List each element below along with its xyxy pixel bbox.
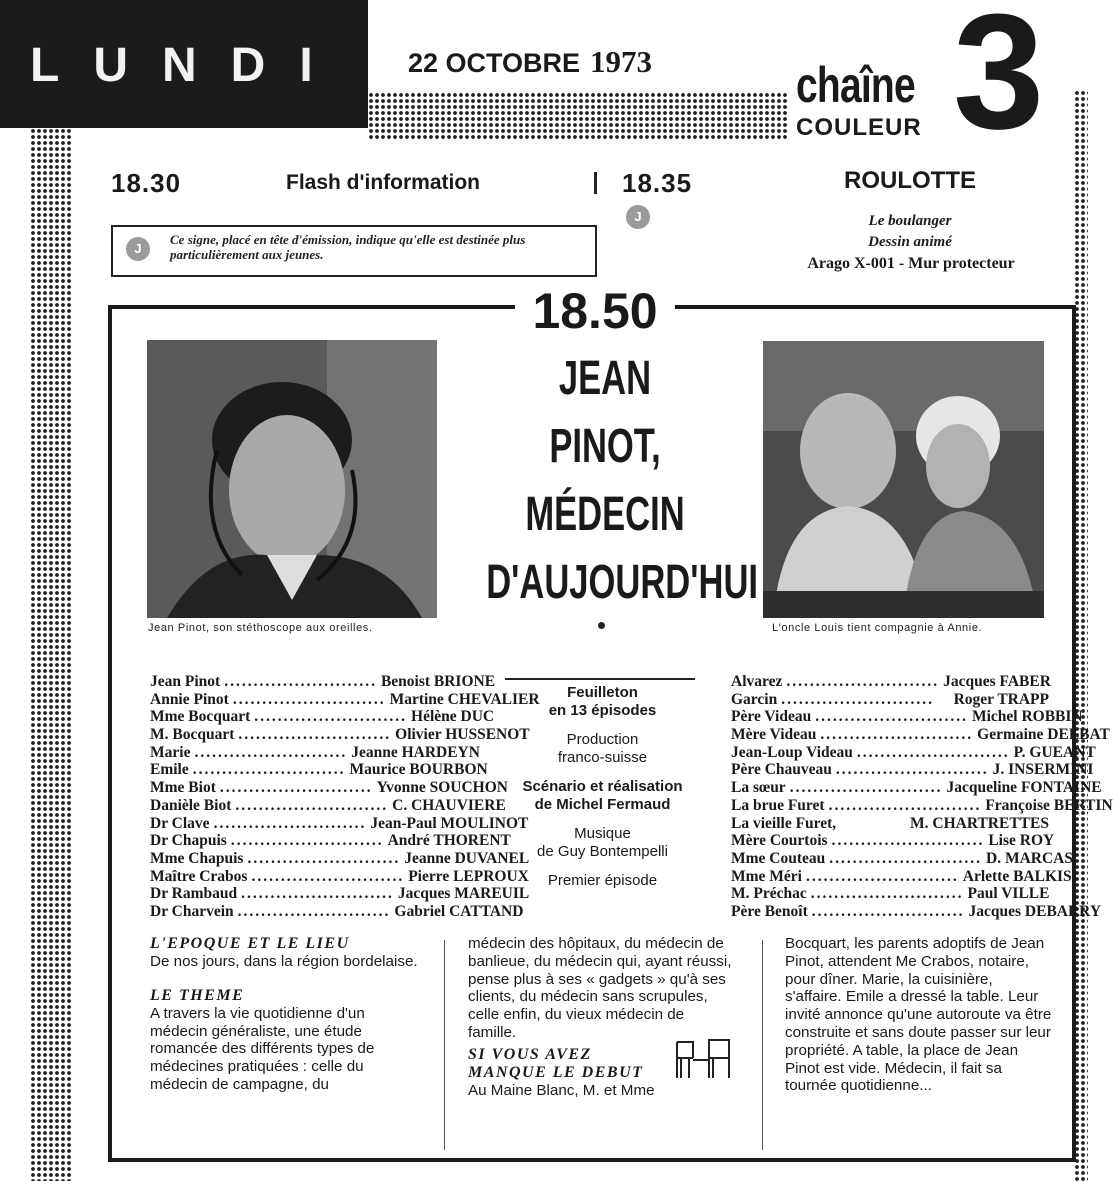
cast-role: Mme Couteau (731, 849, 826, 867)
text-column-2 (468, 935, 736, 1100)
cast-row: Alvarez .......................... Jacques FABER (731, 673, 1051, 690)
epoque-heading: L'EPOQUE ET LE LIEU (150, 935, 350, 952)
cast-actor: Jacqueline FONTAINE (946, 779, 1102, 797)
cast-role: Mme Méri (731, 867, 802, 885)
cast-role: M. Préchac (731, 885, 807, 903)
cast-role: Dr Clave (150, 814, 210, 832)
cast-row: La brue Furet .......................... Françoise BERTIN (731, 796, 1113, 814)
cast-actor: Lise ROY (988, 832, 1055, 850)
cast-actor: Jeanne DUVANEL (404, 849, 530, 867)
cast-list-right (731, 673, 1113, 921)
cast-role: Dr Chapuis (150, 832, 227, 850)
cast-row: Dr Chapuis .......................... André THORENT (150, 832, 511, 850)
cast-role: La vieille Furet, (731, 814, 837, 832)
cast-role: Emile (150, 761, 189, 779)
column-divider (762, 940, 763, 1150)
date-year: 1973 (590, 44, 653, 79)
date-text: 22 OCTOBRE (408, 48, 581, 78)
caption-left: Jean Pinot, son stéthoscope aux oreilles. (148, 622, 373, 634)
cast-role: Père Videau (731, 708, 812, 726)
cast-row (731, 815, 1049, 833)
cast-row: Danièle Biot .......................... C. CHAUVIERE (150, 796, 506, 814)
col3-text: Bocquart, les parents adoptifs de Jean Pinot, attendent Me Crabos, notaire, pour dîner. Marie, la cuisinière, s'affaire. Emile a dressé la table. Leur invité annonce qu'une autoroute va être construite et sans doute passer sur leur propriété. A table, la place de Jean Pinot est vide. Médecin, il fait sa tournée quotidienne... (785, 935, 1052, 1095)
cast-actor: Germaine DELBAT (977, 726, 1110, 744)
epoque-text: De nos jours, dans la région bordelaise. (150, 953, 418, 970)
info-rule (505, 678, 695, 680)
photo-jean-pinot (147, 340, 437, 618)
cast-actor: Roger TRAPP (953, 690, 1049, 708)
cast-actor: Paul VILLE (967, 885, 1050, 903)
cast-role: Alvarez (731, 673, 783, 690)
text-column-3 (785, 935, 1053, 1095)
cast-row: Père Videau .......................... Michel ROBBIN (731, 708, 1083, 726)
cast-actor: Martine CHEVALIER (389, 690, 540, 708)
slot2-line-1: Le boulanger (868, 213, 952, 229)
col2-text: médecin des hôpitaux, du médecin de banlieue, du médecin qui, ayant réussi, pense plus à ses « gadgets » qu'à ses clients, du médecin sans scrupules, celle enfin, du vieux médecin de famille. (468, 935, 732, 1041)
cast-actor: André THORENT (387, 832, 511, 850)
cast-row: Maître Crabos .......................... Pierre LEPROUX (150, 867, 529, 885)
feature-time: 18.50 (515, 282, 675, 340)
info-music: de Guy Bontempelli (537, 843, 668, 860)
cast-actor: Michel ROBBIN (971, 708, 1083, 726)
cast-row: Père Benoît .......................... Jacques DEBARRY (731, 902, 1102, 920)
cast-role: Dr Rambaud (150, 885, 238, 903)
cast-role: La brue Furet (731, 796, 825, 814)
cast-role: M. Bocquart (150, 726, 235, 744)
slot2-line-2: Dessin animé (868, 234, 952, 250)
info-music-label: Musique (574, 825, 631, 842)
feature-title-line-1: JEAN (558, 352, 652, 405)
slot-separator (594, 172, 597, 194)
cast-role: Jean-Loup Videau (731, 743, 853, 761)
theme-heading: LE THEME (150, 986, 245, 1004)
cast-row: Emile .......................... Maurice BOURBON (150, 761, 488, 779)
cast-actor: P. GUEANT (1013, 743, 1096, 761)
cast-row: Mme Méri .......................... Arlette BALKIS (731, 867, 1072, 885)
cast-row: Mme Couteau .......................... D. MARCAS (731, 849, 1073, 867)
cast-actor: Pierre LEPROUX (408, 867, 529, 885)
caption-right: L'oncle Louis tient compagnie à Annie. (772, 622, 983, 634)
day-label: LUNDI (30, 39, 347, 92)
cast-role: Mme Biot (150, 779, 216, 797)
missed-heading-1: SI VOUS AVEZ (468, 1045, 592, 1063)
cast-row: Mme Bocquart .......................... Hélène DUC (150, 708, 495, 726)
halftone-band-left (30, 128, 72, 1181)
production-info (505, 684, 700, 890)
cast-row: Jean Pinot .......................... Benoist BRIONE (150, 673, 496, 690)
photo-jean-pinot-image (147, 340, 437, 618)
cast-row: Mère Videau .......................... Germaine DELBAT (731, 726, 1110, 744)
feature-title-line-2: PINOT, (549, 420, 661, 473)
cast-role: Mère Videau (731, 726, 817, 744)
cast-actor: Benoist BRIONE (380, 673, 496, 690)
info-episodes: en 13 épisodes (548, 702, 657, 719)
cast-role: Dr Charvein (150, 902, 234, 920)
text-column-1 (150, 935, 422, 1094)
slot1-time: 18.30 (111, 168, 182, 198)
slot2-title: ROULOTTE (844, 167, 976, 194)
cast-role: Garcin (731, 690, 778, 708)
slot1-title: Flash d'information (286, 171, 480, 194)
cast-row: La sœur .......................... Jacqueline FONTAINE (731, 779, 1102, 797)
slot2-line-3: Arago X-001 - Mur protecteur (807, 255, 1015, 272)
cast-actor: D. MARCAS (986, 849, 1073, 867)
cast-row: Dr Charvein .......................... Gabriel CATTAND (150, 902, 524, 920)
info-production-label: Production (566, 731, 639, 748)
cast-actor: Jean-Paul MOULINOT (370, 814, 529, 832)
cast-row: Marie .......................... Jeanne HARDEYN (150, 743, 480, 761)
missed-text: Au Maine Blanc, M. et Mme (468, 1081, 655, 1099)
cast-actor: Arlette BALKIS (962, 867, 1072, 885)
cast-role: Mme Bocquart (150, 708, 251, 726)
cast-row: Mme Chapuis .......................... Jeanne DUVANEL (150, 849, 530, 867)
cast-row: Annie Pinot .......................... Martine CHEVALIER (150, 690, 540, 708)
cast-actor: Yvonne SOUCHON (376, 779, 508, 797)
cast-actor: Jacques FABER (943, 673, 1051, 690)
missed-heading-2: MANQUE LE DEBUT (468, 1063, 644, 1081)
cast-role: Père Chauveau (731, 761, 832, 779)
cast-actor: Jacques DEBARRY (968, 902, 1102, 920)
channel-name: chaîne (796, 57, 915, 113)
feature-title (486, 345, 759, 617)
cast-role: Marie (150, 743, 191, 761)
youth-badge-icon: J (626, 205, 650, 229)
halftone-band-right (1074, 90, 1088, 1181)
info-episode: Premier épisode (547, 872, 658, 889)
cast-role: Père Benoît (731, 902, 808, 920)
cast-row: M. Préchac .......................... Paul VILLE (731, 885, 1050, 903)
cast-row: Jean-Loup Videau .......................... P. GUEANT (731, 743, 1096, 761)
feature-title-line-4: D'AUJOURD'HUI (486, 556, 759, 609)
cast-list-left (150, 673, 540, 921)
youth-badge-icon: J (126, 237, 150, 261)
cast-role: Jean Pinot (150, 673, 221, 690)
cast-row: Père Chauveau .......................... J. INSERMINI (731, 761, 1094, 779)
cast-actor: Françoise BERTIN (985, 796, 1113, 814)
info-writing-label: Scénario et réalisation (522, 778, 683, 795)
column-divider (444, 940, 445, 1150)
channel-number: 3 (953, 0, 1045, 163)
legend-text: Ce signe, placé en tête d'émission, indique qu'elle est destinée plus particulièrement aux jeunes. (170, 232, 526, 262)
photo-louis-annie-image (763, 341, 1044, 618)
cast-actor: Jeanne HARDEYN (351, 743, 480, 761)
halftone-band-top (368, 92, 788, 140)
cast-role: La sœur (731, 779, 786, 797)
feature-title-line-3: MÉDECIN (525, 488, 685, 541)
cast-actor: Hélène DUC (411, 708, 495, 726)
cast-actor: Maurice BOURBON (349, 761, 488, 779)
cast-role: Danièle Biot (150, 796, 232, 814)
cast-actor: Gabriel CATTAND (394, 902, 524, 920)
cast-row: Mère Courtois .......................... Lise ROY (731, 832, 1055, 850)
cast-row: Dr Clave .......................... Jean-Paul MOULINOT (150, 814, 529, 832)
cast-actor: C. CHAUVIERE (392, 796, 506, 814)
table-chairs-icon (673, 1036, 733, 1080)
cast-row: M. Bocquart .......................... Olivier HUSSENOT (150, 726, 530, 744)
info-production: franco-suisse (557, 749, 648, 766)
channel-sub: COULEUR (796, 114, 922, 141)
cast-row: Dr Rambaud .......................... Jacques MAREUIL (150, 885, 530, 903)
cast-row: Garcin .......................... Roger TRAPP (731, 690, 1049, 708)
photo-louis-annie (763, 341, 1044, 618)
cast-actor: Jacques MAREUIL (397, 885, 530, 903)
cast-role: Annie Pinot (150, 690, 229, 708)
cast-actor: J. INSERMINI (992, 761, 1094, 779)
cast-actor: Olivier HUSSENOT (395, 726, 530, 744)
info-writing: de Michel Fermaud (534, 796, 671, 813)
bullet-dot (598, 622, 605, 629)
cast-role: Maître Crabos (150, 867, 248, 885)
cast-row: Mme Biot .......................... Yvonne SOUCHON (150, 779, 508, 797)
info-genre: Feuilleton (567, 684, 638, 701)
slot2-time: 18.35 (622, 168, 693, 198)
cast-role: Mme Chapuis (150, 849, 244, 867)
date-label (408, 44, 652, 80)
cast-actor: M. CHARTRETTES (910, 814, 1049, 832)
cast-role: Mère Courtois (731, 832, 828, 850)
theme-text: A travers la vie quotidienne d'un médecin généraliste, une étude romancée des différents types de médecines pratiquées : celle du médecin de campagne, du (150, 1004, 375, 1093)
